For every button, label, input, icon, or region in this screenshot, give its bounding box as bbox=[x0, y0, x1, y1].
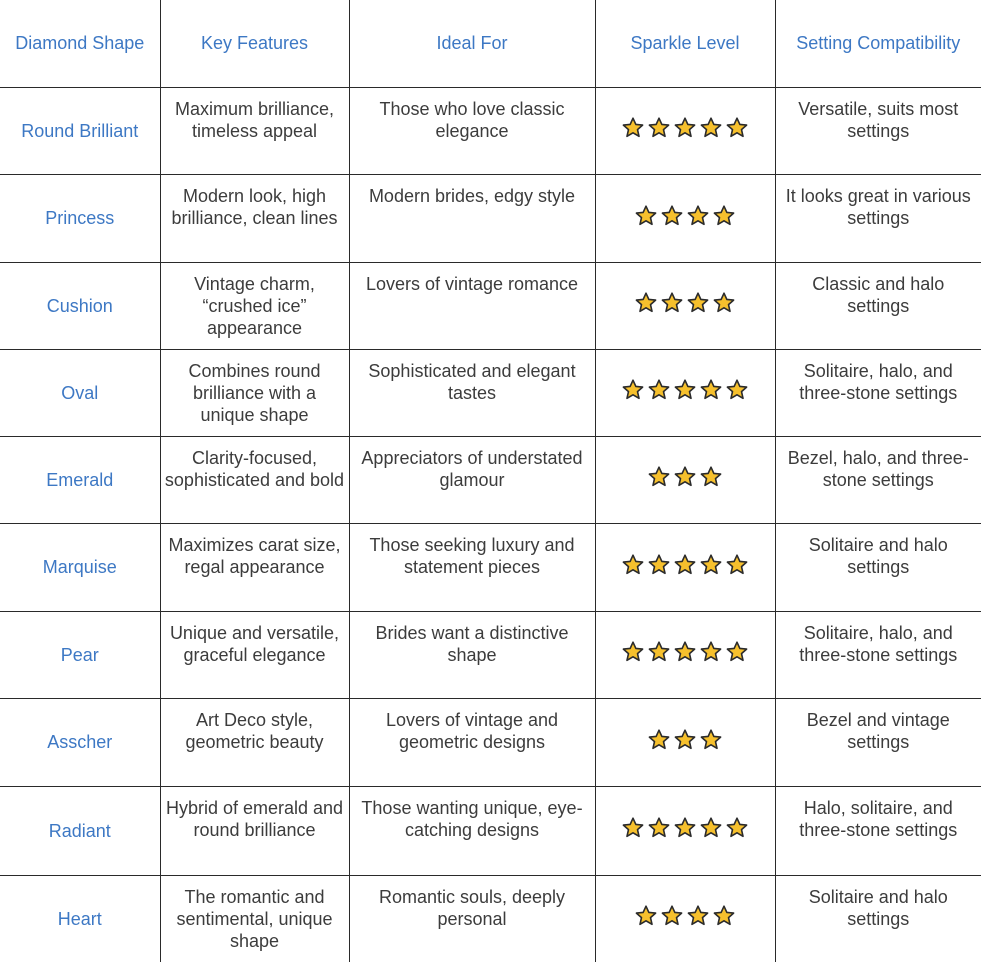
star-icon bbox=[621, 116, 645, 140]
sparkle-level-cell bbox=[595, 87, 775, 174]
setting-compatibility-text: Bezel and vintage settings bbox=[806, 709, 950, 752]
ideal-for-text: Those wanting unique, eye-catching designs bbox=[361, 797, 583, 840]
star-icon bbox=[647, 728, 671, 752]
table-header-row bbox=[0, 0, 981, 87]
star-icon bbox=[634, 291, 658, 315]
setting-compatibility-cell bbox=[775, 436, 981, 523]
star-icon bbox=[647, 378, 671, 402]
setting-compatibility-text: Solitaire, halo, and three-stone settings bbox=[799, 360, 958, 403]
star-icon bbox=[673, 116, 697, 140]
star-icon bbox=[673, 728, 697, 752]
sparkle-rating bbox=[647, 465, 723, 489]
table-row bbox=[0, 875, 981, 962]
star-icon bbox=[725, 553, 749, 577]
sparkle-rating bbox=[634, 904, 736, 928]
star-icon bbox=[673, 816, 697, 840]
sparkle-level-cell bbox=[595, 611, 775, 698]
star-icon bbox=[673, 553, 697, 577]
setting-compatibility-text: Bezel, halo, and three-stone settings bbox=[787, 447, 969, 490]
star-icon bbox=[634, 904, 658, 928]
diamond-shape-cell bbox=[0, 786, 160, 875]
star-icon bbox=[699, 640, 723, 664]
key-features-text: The romantic and sentimental, unique shape bbox=[176, 886, 333, 951]
table-row bbox=[0, 349, 981, 436]
sparkle-rating bbox=[621, 553, 749, 577]
setting-compatibility-cell bbox=[775, 262, 981, 349]
ideal-for-cell bbox=[349, 436, 595, 523]
ideal-for-cell bbox=[349, 875, 595, 962]
star-icon bbox=[712, 904, 736, 928]
table-row bbox=[0, 174, 981, 262]
setting-compatibility-cell bbox=[775, 611, 981, 698]
header-ideal-for: Ideal For bbox=[349, 0, 595, 87]
key-features-text: Unique and versatile, graceful elegance bbox=[169, 622, 340, 665]
star-icon bbox=[647, 116, 671, 140]
star-icon bbox=[647, 640, 671, 664]
diamond-shape-name: Emerald bbox=[46, 469, 114, 490]
diamond-shape-cell bbox=[0, 174, 160, 262]
ideal-for-cell bbox=[349, 262, 595, 349]
star-icon bbox=[621, 378, 645, 402]
setting-compatibility-text: It looks great in various settings bbox=[785, 185, 971, 228]
star-icon bbox=[634, 204, 658, 228]
sparkle-rating bbox=[621, 640, 749, 664]
table-row bbox=[0, 262, 981, 349]
setting-compatibility-cell bbox=[775, 875, 981, 962]
sparkle-level-cell bbox=[595, 523, 775, 611]
ideal-for-cell bbox=[349, 87, 595, 174]
key-features-cell bbox=[160, 523, 349, 611]
key-features-text: Maximum brilliance, timeless appeal bbox=[174, 98, 335, 141]
diamond-shape-cell bbox=[0, 698, 160, 786]
table-body bbox=[0, 87, 981, 962]
header-sparkle-level: Sparkle Level bbox=[595, 0, 775, 87]
diamond-shape-name: Marquise bbox=[42, 557, 117, 577]
ideal-for-cell bbox=[349, 349, 595, 436]
setting-compatibility-cell bbox=[775, 786, 981, 875]
sparkle-rating bbox=[621, 116, 749, 140]
star-icon bbox=[647, 465, 671, 489]
ideal-for-text: Modern brides, edgy style bbox=[368, 185, 576, 206]
sparkle-level-cell bbox=[595, 174, 775, 262]
star-icon bbox=[673, 640, 697, 664]
star-icon bbox=[712, 204, 736, 228]
sparkle-rating bbox=[634, 204, 736, 228]
star-icon bbox=[621, 553, 645, 577]
ideal-for-text: Romantic souls, deeply personal bbox=[378, 886, 566, 929]
star-icon bbox=[647, 553, 671, 577]
ideal-for-text: Those who love classic elegance bbox=[379, 98, 565, 141]
star-icon bbox=[673, 465, 697, 489]
star-icon bbox=[699, 116, 723, 140]
diamond-shape-name: Round Brilliant bbox=[21, 120, 139, 141]
key-features-cell bbox=[160, 87, 349, 174]
diamond-shape-cell bbox=[0, 436, 160, 523]
diamond-shape-cell bbox=[0, 262, 160, 349]
table-row bbox=[0, 523, 981, 611]
setting-compatibility-text: Halo, solitaire, and three-stone settings bbox=[799, 797, 958, 840]
table-row bbox=[0, 611, 981, 698]
setting-compatibility-cell bbox=[775, 698, 981, 786]
ideal-for-text: Appreciators of understated glamour bbox=[361, 447, 583, 490]
ideal-for-cell bbox=[349, 174, 595, 262]
star-icon bbox=[699, 728, 723, 752]
star-icon bbox=[699, 465, 723, 489]
key-features-cell bbox=[160, 875, 349, 962]
star-icon bbox=[699, 378, 723, 402]
ideal-for-cell bbox=[349, 611, 595, 698]
diamond-shape-cell bbox=[0, 875, 160, 962]
setting-compatibility-cell bbox=[775, 523, 981, 611]
diamond-shape-name: Cushion bbox=[46, 295, 113, 316]
star-icon bbox=[660, 291, 684, 315]
key-features-cell bbox=[160, 698, 349, 786]
star-icon bbox=[647, 816, 671, 840]
star-icon bbox=[725, 378, 749, 402]
key-features-cell bbox=[160, 262, 349, 349]
setting-compatibility-text: Solitaire and halo settings bbox=[808, 886, 948, 929]
star-icon bbox=[725, 640, 749, 664]
diamond-shape-name: Heart bbox=[57, 908, 102, 929]
setting-compatibility-text: Classic and halo settings bbox=[812, 273, 945, 316]
ideal-for-text: Sophisticated and elegant tastes bbox=[368, 360, 576, 403]
sparkle-rating bbox=[621, 378, 749, 402]
diamond-shape-name: Princess bbox=[45, 208, 115, 228]
key-features-text: Hybrid of emerald and round brilliance bbox=[165, 797, 344, 840]
diamond-shape-name: Radiant bbox=[48, 820, 111, 841]
sparkle-level-cell bbox=[595, 349, 775, 436]
setting-compatibility-cell bbox=[775, 174, 981, 262]
sparkle-level-cell bbox=[595, 698, 775, 786]
ideal-for-text: Brides want a distinctive shape bbox=[375, 622, 569, 665]
key-features-text: Modern look, high brilliance, clean lines bbox=[171, 185, 338, 228]
sparkle-rating bbox=[621, 816, 749, 840]
star-icon bbox=[699, 553, 723, 577]
setting-compatibility-text: Versatile, suits most settings bbox=[798, 98, 959, 141]
star-icon bbox=[621, 640, 645, 664]
star-icon bbox=[686, 291, 710, 315]
table-row bbox=[0, 698, 981, 786]
star-icon bbox=[686, 204, 710, 228]
key-features-text: Art Deco style, geometric beauty bbox=[185, 709, 324, 752]
ideal-for-text: Those seeking luxury and statement pieces bbox=[369, 534, 575, 577]
table-row bbox=[0, 786, 981, 875]
star-icon bbox=[660, 204, 684, 228]
diamond-shape-cell bbox=[0, 349, 160, 436]
sparkle-level-cell bbox=[595, 262, 775, 349]
star-icon bbox=[660, 904, 684, 928]
setting-compatibility-text: Solitaire, halo, and three-stone settings bbox=[799, 622, 958, 665]
sparkle-level-cell bbox=[595, 436, 775, 523]
sparkle-level-cell bbox=[595, 875, 775, 962]
setting-compatibility-cell bbox=[775, 349, 981, 436]
key-features-cell bbox=[160, 611, 349, 698]
key-features-cell bbox=[160, 174, 349, 262]
key-features-text: Combines round brilliance with a unique shape bbox=[188, 360, 321, 425]
sparkle-rating bbox=[647, 728, 723, 752]
star-icon bbox=[712, 291, 736, 315]
key-features-cell bbox=[160, 349, 349, 436]
setting-compatibility-text: Solitaire and halo settings bbox=[808, 534, 948, 577]
star-icon bbox=[699, 816, 723, 840]
star-icon bbox=[725, 116, 749, 140]
key-features-text: Clarity-focused, sophisticated and bold bbox=[164, 447, 345, 490]
ideal-for-cell bbox=[349, 523, 595, 611]
diamond-shape-cell bbox=[0, 611, 160, 698]
diamond-shape-name: Oval bbox=[61, 382, 99, 403]
table-row bbox=[0, 87, 981, 174]
setting-compatibility-cell bbox=[775, 87, 981, 174]
diamond-shape-name: Pear bbox=[60, 644, 99, 665]
key-features-text: Maximizes carat size, regal appearance bbox=[168, 534, 341, 577]
diamond-shape-name: Asscher bbox=[47, 732, 113, 752]
star-icon bbox=[725, 816, 749, 840]
key-features-cell bbox=[160, 436, 349, 523]
table-row bbox=[0, 436, 981, 523]
star-icon bbox=[621, 816, 645, 840]
header-setting-compatibility: Setting Compatibility bbox=[775, 0, 981, 87]
ideal-for-text: Lovers of vintage and geometric designs bbox=[385, 709, 559, 752]
ideal-for-cell bbox=[349, 698, 595, 786]
star-icon bbox=[673, 378, 697, 402]
sparkle-rating bbox=[634, 291, 736, 315]
key-features-text: Vintage charm, “crushed ice” appearance bbox=[194, 273, 315, 338]
sparkle-level-cell bbox=[595, 786, 775, 875]
header-key-features: Key Features bbox=[160, 0, 349, 87]
ideal-for-text: Lovers of vintage romance bbox=[365, 273, 579, 294]
key-features-cell bbox=[160, 786, 349, 875]
diamond-shape-cell bbox=[0, 87, 160, 174]
diamond-shape-cell bbox=[0, 523, 160, 611]
ideal-for-cell bbox=[349, 786, 595, 875]
header-diamond-shape: Diamond Shape bbox=[0, 0, 160, 87]
star-icon bbox=[686, 904, 710, 928]
